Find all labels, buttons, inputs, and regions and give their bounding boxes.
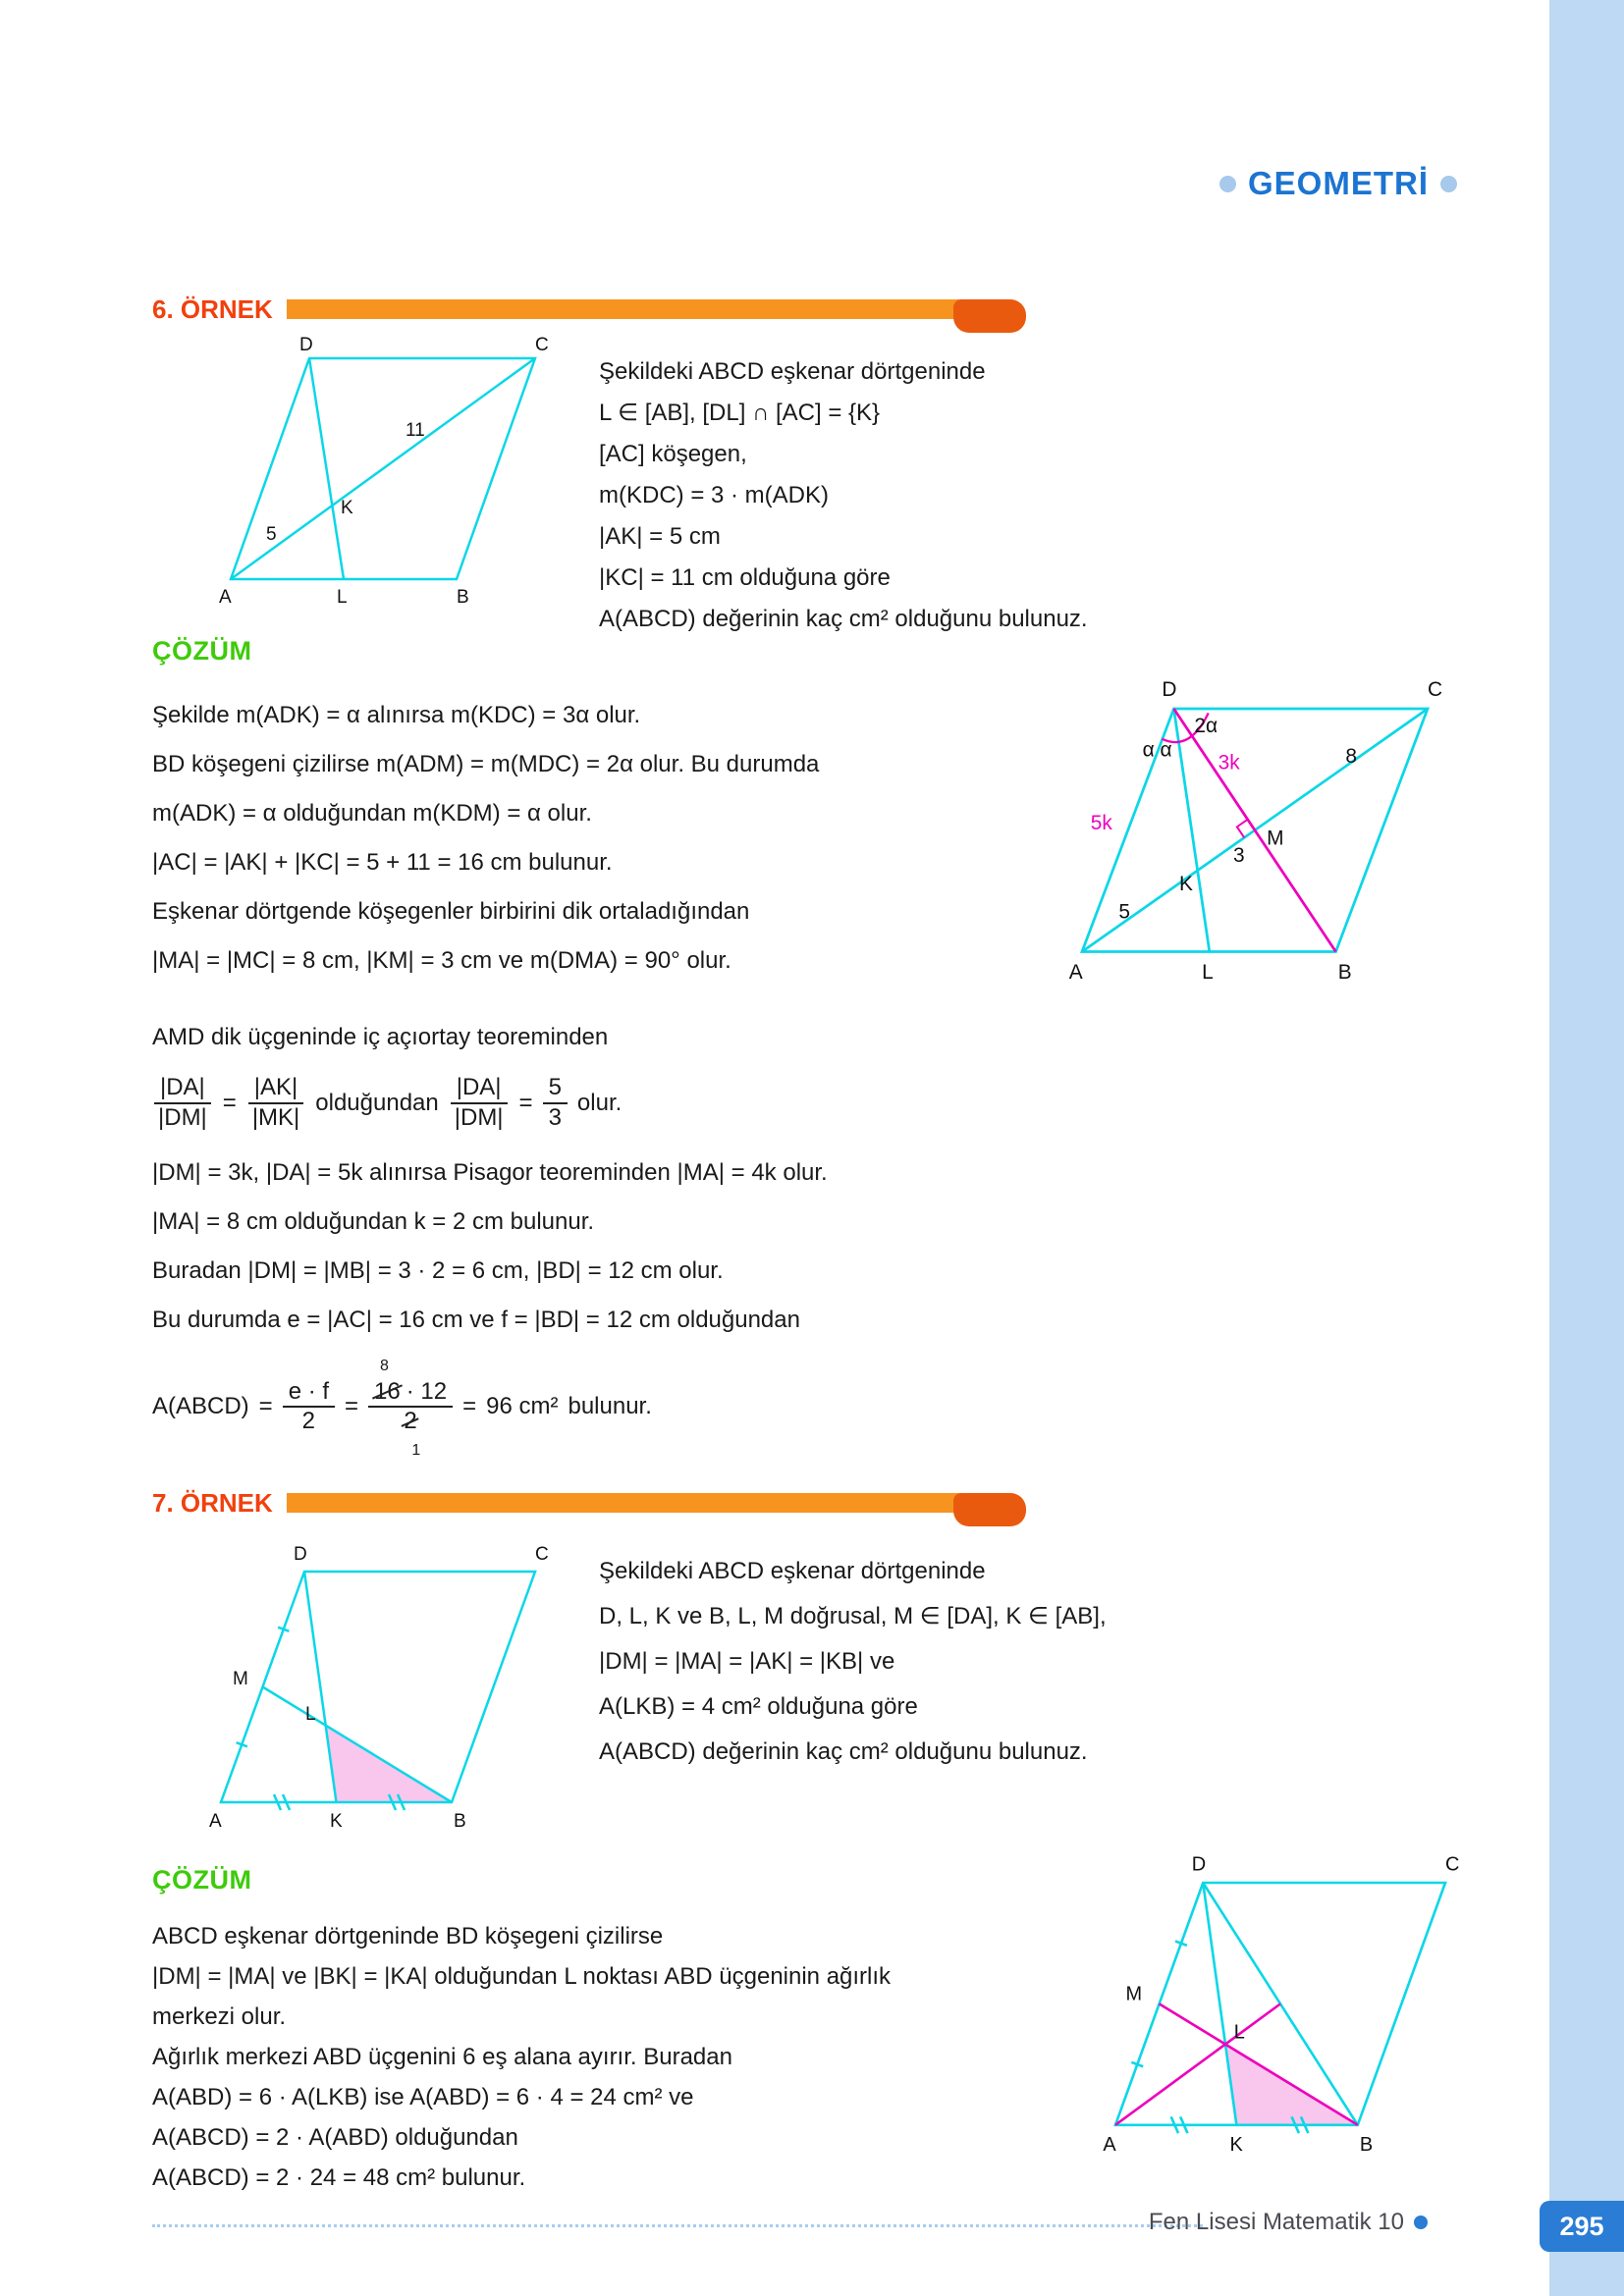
chapter-header — [1219, 165, 1457, 202]
vertex-label: B — [1337, 961, 1352, 984]
equals-sign: = — [518, 1089, 533, 1116]
diagonal-bd-line — [1162, 709, 1335, 952]
solution-line: Şekilde m(ADK) = α alınırsa m(KDC) = 3α olur. — [152, 702, 641, 728]
example6-solution-part1 — [152, 691, 1095, 986]
length-label: 3k — [1218, 751, 1240, 774]
vertex-label: D — [1191, 1853, 1207, 1876]
vertex-label: K — [1229, 2134, 1243, 2156]
fraction-numerator: e · f — [283, 1378, 335, 1409]
vertex-label: K — [330, 1811, 343, 1832]
solution-line: A(ABCD) = 2 · 24 = 48 cm² bulunur. — [152, 2164, 526, 2191]
equals-sign: = — [345, 1393, 359, 1420]
fraction — [283, 1378, 335, 1437]
example7-solution — [152, 1916, 1095, 2198]
fraction-denominator — [398, 1408, 422, 1459]
solution-line: |AC| = |AK| + |KC| = 5 + 11 = 16 cm bulunur. — [152, 849, 613, 876]
cancel-replacement: 8 — [380, 1357, 389, 1374]
problem-line: A(ABCD) değerinin kaç cm² olduğunu bulunuz. — [599, 1738, 1088, 1765]
connector-text: bulunur. — [568, 1393, 652, 1420]
solution-line: A(ABD) = 6 · A(LKB) ise A(ABD) = 6 · 4 = 24 cm² ve — [152, 2084, 694, 2110]
angle-label: 2α — [1194, 715, 1218, 738]
vertex-label: L — [1233, 2021, 1245, 2044]
example7-header — [152, 1484, 1026, 1522]
solution-line: m(ADK) = α olduğundan m(KDM) = α olur. — [152, 800, 592, 827]
problem-line: |AK| = 5 cm — [599, 523, 721, 550]
right-margin-strip — [1549, 0, 1624, 2296]
fraction-denominator: 2 — [301, 1408, 316, 1435]
example6-bar-cap — [953, 299, 1026, 333]
problem-line: A(ABCD) değerinin kaç cm² olduğunu bulunuz. — [599, 606, 1088, 632]
chapter-title: GEOMETRİ — [1247, 165, 1429, 201]
footer-dot-icon — [1414, 2216, 1428, 2229]
fraction — [152, 1074, 213, 1133]
fraction — [543, 1074, 568, 1133]
fraction-numerator: |DA| — [154, 1074, 211, 1104]
vertex-label: M — [233, 1669, 248, 1689]
fraction-numerator: |AK| — [248, 1074, 303, 1104]
example6-cozum-label: ÇÖZÜM — [152, 636, 252, 666]
cancelled-number — [374, 1357, 401, 1407]
vertex-label: D — [1162, 677, 1177, 701]
example7-problem-diagram — [201, 1527, 584, 1851]
vertex-label: K — [341, 498, 353, 518]
fraction-numerator: 5 — [543, 1074, 568, 1104]
solution-line: merkezi olur. — [152, 2003, 287, 2030]
fraction-denominator: |DM| — [158, 1103, 207, 1131]
length-label: 8 — [1345, 745, 1358, 768]
rhombus-outline — [231, 358, 535, 579]
example6-problem-diagram — [211, 334, 594, 628]
example7-bar — [287, 1493, 959, 1513]
equals-sign: = — [258, 1393, 273, 1420]
fraction-denominator: |DM| — [454, 1103, 504, 1131]
footer — [1149, 2209, 1428, 2236]
vertex-label: L — [1202, 961, 1214, 984]
example6-solution-diagram — [1060, 666, 1492, 1011]
fraction-numerator — [368, 1357, 453, 1409]
problem-line: Şekildeki ABCD eşkenar dörtgeninde — [599, 358, 986, 385]
vertex-label: B — [1359, 2134, 1374, 2156]
problem-line: m(KDC) = 3 · m(ADK) — [599, 482, 829, 508]
length-label: 5 — [1118, 900, 1131, 924]
example7-problem — [599, 1549, 1286, 1775]
cancel-replacement: 1 — [411, 1442, 421, 1459]
solution-line: |DM| = 3k, |DA| = 5k alınırsa Pisagor teoreminden |MA| = 4k olur. — [152, 1158, 828, 1186]
vertex-label: D — [294, 1544, 307, 1565]
solution-line: Ağırlık merkezi ABD üçgenini 6 eş alana ayırır. Buradan — [152, 2044, 732, 2070]
vertex-label: B — [454, 1811, 466, 1832]
solution-line: Buradan |DM| = |MB| = 3 · 2 = 6 cm, |BD| = 12 cm olur. — [152, 1256, 724, 1284]
length-label: 5k — [1090, 812, 1112, 835]
equation-result: 96 cm² — [486, 1393, 559, 1420]
equals-sign: = — [222, 1089, 237, 1116]
ratio-equation — [152, 1074, 1095, 1133]
length-label: 5 — [266, 524, 277, 545]
fraction — [449, 1074, 510, 1133]
equals-sign: = — [462, 1393, 477, 1420]
connector-text: olduğundan — [315, 1089, 439, 1116]
cancelled-value: 2 — [404, 1408, 417, 1435]
solution-line: A(ABCD) = 2 · A(ABD) olduğundan — [152, 2124, 518, 2151]
solution-line: Bu durumda e = |AC| = 16 cm ve f = |BD| = 12 cm olduğundan — [152, 1306, 800, 1333]
fraction — [368, 1357, 453, 1459]
solution-line: ABCD eşkenar dörtgeninde BD köşegeni çizilirse — [152, 1923, 664, 1949]
example6-solution-part2 — [152, 1013, 1095, 1459]
solution-line: AMD dik üçgeninde iç açıortay teoreminden — [152, 1024, 609, 1050]
example6-bar — [287, 299, 959, 319]
problem-line: L ∈ [AB], [DL] ∩ [AC] = {K} — [599, 400, 881, 426]
angle-label: α α — [1142, 738, 1172, 762]
vertex-label: C — [1428, 677, 1443, 701]
length-label: 3 — [1233, 844, 1245, 868]
solution-line: Eşkenar dörtgende köşegenler birbirini dik ortaladığından — [152, 898, 750, 925]
fraction-numerator: |DA| — [451, 1074, 508, 1104]
vertex-label: C — [535, 1544, 549, 1565]
problem-line: Şekildeki ABCD eşkenar dörtgeninde — [599, 1558, 986, 1584]
cancelled-value: 16 — [374, 1377, 401, 1405]
fraction-denominator: |MK| — [251, 1103, 300, 1131]
vertex-label: K — [1179, 872, 1193, 895]
example7-cozum-label: ÇÖZÜM — [152, 1865, 252, 1895]
vertex-label: C — [1445, 1853, 1460, 1876]
example6-problem — [599, 351, 1286, 640]
area-equation — [152, 1357, 1095, 1459]
vertex-label: A — [209, 1811, 222, 1832]
page-number: 295 — [1540, 2201, 1624, 2252]
fraction — [246, 1074, 305, 1133]
example7-solution-diagram — [1095, 1842, 1507, 2171]
numerator-rest: · 12 — [406, 1377, 448, 1405]
vertex-label: A — [1068, 961, 1083, 984]
solution-line: |MA| = 8 cm olduğundan k = 2 cm bulunur. — [152, 1207, 595, 1235]
vertex-label: M — [1267, 827, 1284, 850]
vertex-label: D — [299, 335, 313, 355]
vertex-label: L — [337, 587, 348, 608]
vertex-label: M — [1125, 1983, 1143, 2005]
header-dot-icon — [1440, 176, 1457, 192]
footer-label: Fen Lisesi Matematik 10 — [1148, 2209, 1404, 2235]
example6-header — [152, 291, 1026, 328]
example7-bar-cap — [953, 1493, 1026, 1526]
solution-line: |DM| = |MA| ve |BK| = |KA| olduğundan L noktası ABD üçgeninin ağırlık — [152, 1963, 892, 1990]
example7-label: 7. ÖRNEK — [152, 1487, 273, 1518]
problem-line: |DM| = |MA| = |AK| = |KB| ve — [599, 1648, 895, 1675]
vertex-label: C — [535, 335, 549, 355]
problem-line: D, L, K ve B, L, M doğrusal, M ∈ [DA], K ∈ [AB], — [599, 1603, 1107, 1629]
fraction-denominator: 3 — [548, 1103, 562, 1131]
problem-line: |KC| = 11 cm olduğuna göre — [599, 564, 891, 591]
solution-line: BD köşegeni çizilirse m(ADM) = m(MDC) = 2α olur. Bu durumda — [152, 751, 820, 777]
length-label: 11 — [406, 420, 425, 441]
cancelled-number — [404, 1408, 421, 1459]
equation-lhs: A(ABCD) — [152, 1393, 249, 1420]
connector-text: olur. — [576, 1089, 623, 1116]
vertex-label: A — [1103, 2134, 1116, 2156]
problem-line: A(LKB) = 4 cm² olduğuna göre — [599, 1693, 918, 1720]
vertex-label: A — [219, 587, 232, 608]
solution-line: |MA| = |MC| = 8 cm, |KM| = 3 cm ve m(DMA) = 90° olur. — [152, 947, 731, 974]
vertex-label: L — [305, 1704, 316, 1725]
problem-line: [AC] köşegen, — [599, 441, 747, 467]
example6-label: 6. ÖRNEK — [152, 294, 273, 324]
vertex-label: B — [457, 587, 469, 608]
header-dot-icon — [1219, 176, 1236, 192]
footer-divider — [152, 2224, 1203, 2227]
